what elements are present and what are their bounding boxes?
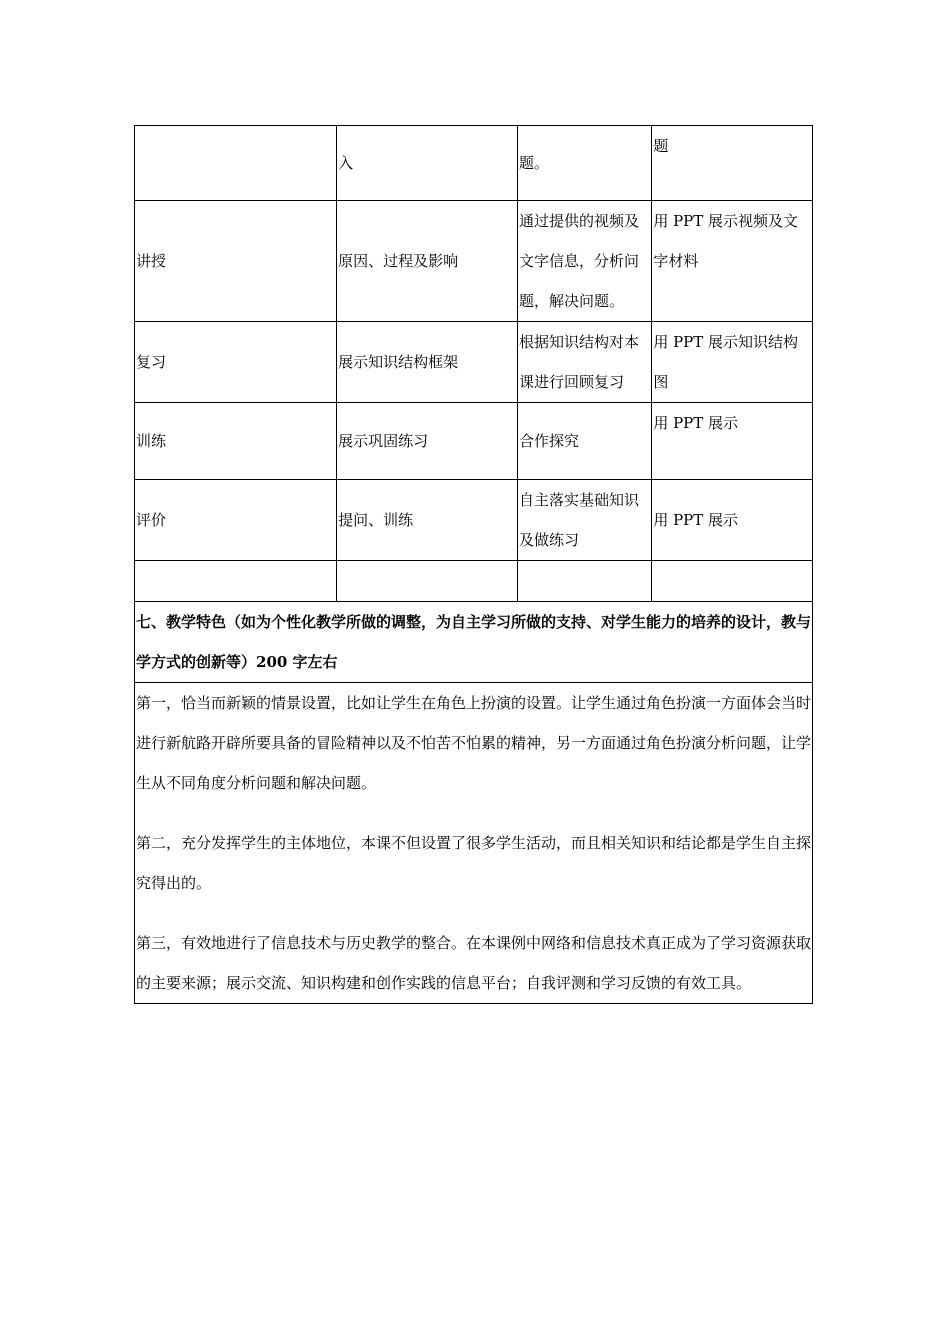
media-cell xyxy=(652,561,813,602)
teacher-activity-cell: 提问、训练 xyxy=(337,480,518,561)
stage-cell: 训练 xyxy=(135,403,337,480)
student-activity-cell: 自主落实基础知识及做练习 xyxy=(517,480,651,561)
feature-paragraph-2: 第二，充分发挥学生的主体地位，本课不但设置了很多学生活动，而且相关知识和结论都是学生自主探究得出的。 xyxy=(136,834,812,892)
teacher-activity-cell xyxy=(337,561,518,602)
teacher-activity-cell: 原因、过程及影响 xyxy=(337,201,518,322)
student-activity-cell: 题。 xyxy=(517,126,651,201)
features-section-body xyxy=(135,683,813,1004)
stage-cell xyxy=(135,126,337,201)
table-row xyxy=(135,561,813,602)
stage-cell: 评价 xyxy=(135,480,337,561)
media-cell: 用 PPT 展示 xyxy=(652,403,813,480)
table-row xyxy=(135,403,813,480)
feature-paragraph-1: 第一，恰当而新颖的情景设置，比如让学生在角色上扮演的设置。让学生通过角色扮演一方面体会当时进行新航路开辟所要具备的冒险精神以及不怕苦不怕累的精神，另一方面通过角色扮演分析问题，让学生从不同角度分析问题和解决问题。 xyxy=(136,694,812,792)
media-cell: 用 PPT 展示 xyxy=(652,480,813,561)
teacher-activity-cell: 入 xyxy=(337,126,518,201)
teacher-activity-cell: 展示知识结构框架 xyxy=(337,322,518,403)
student-activity-cell: 通过提供的视频及文字信息，分析问题，解决问题。 xyxy=(517,201,651,322)
teaching-process-table xyxy=(134,125,813,1004)
features-title-row xyxy=(135,602,813,683)
features-body-row xyxy=(135,683,813,1004)
table-row xyxy=(135,126,813,201)
table-row xyxy=(135,480,813,561)
media-cell: 用 PPT 展示知识结构图 xyxy=(652,322,813,403)
features-section-title: 七、教学特色（如为个性化教学所做的调整，为自主学习所做的支持、对学生能力的培养的设计，教与学方式的创新等）200 字左右 xyxy=(135,602,813,683)
stage-cell xyxy=(135,561,337,602)
table-row xyxy=(135,322,813,403)
student-activity-cell: 合作探究 xyxy=(517,403,651,480)
teacher-activity-cell: 展示巩固练习 xyxy=(337,403,518,480)
media-cell: 题 xyxy=(652,126,813,201)
student-activity-cell xyxy=(517,561,651,602)
feature-paragraph-3: 第三，有效地进行了信息技术与历史教学的整合。在本课例中网络和信息技术真正成为了学习资源获取的主要来源；展示交流、知识构建和创作实践的信息平台；自我评测和学习反馈的有效工具。 xyxy=(136,934,812,992)
table-row xyxy=(135,201,813,322)
media-cell: 用 PPT 展示视频及文字材料 xyxy=(652,201,813,322)
stage-cell: 复习 xyxy=(135,322,337,403)
stage-cell: 讲授 xyxy=(135,201,337,322)
student-activity-cell: 根据知识结构对本课进行回顾复习 xyxy=(517,322,651,403)
